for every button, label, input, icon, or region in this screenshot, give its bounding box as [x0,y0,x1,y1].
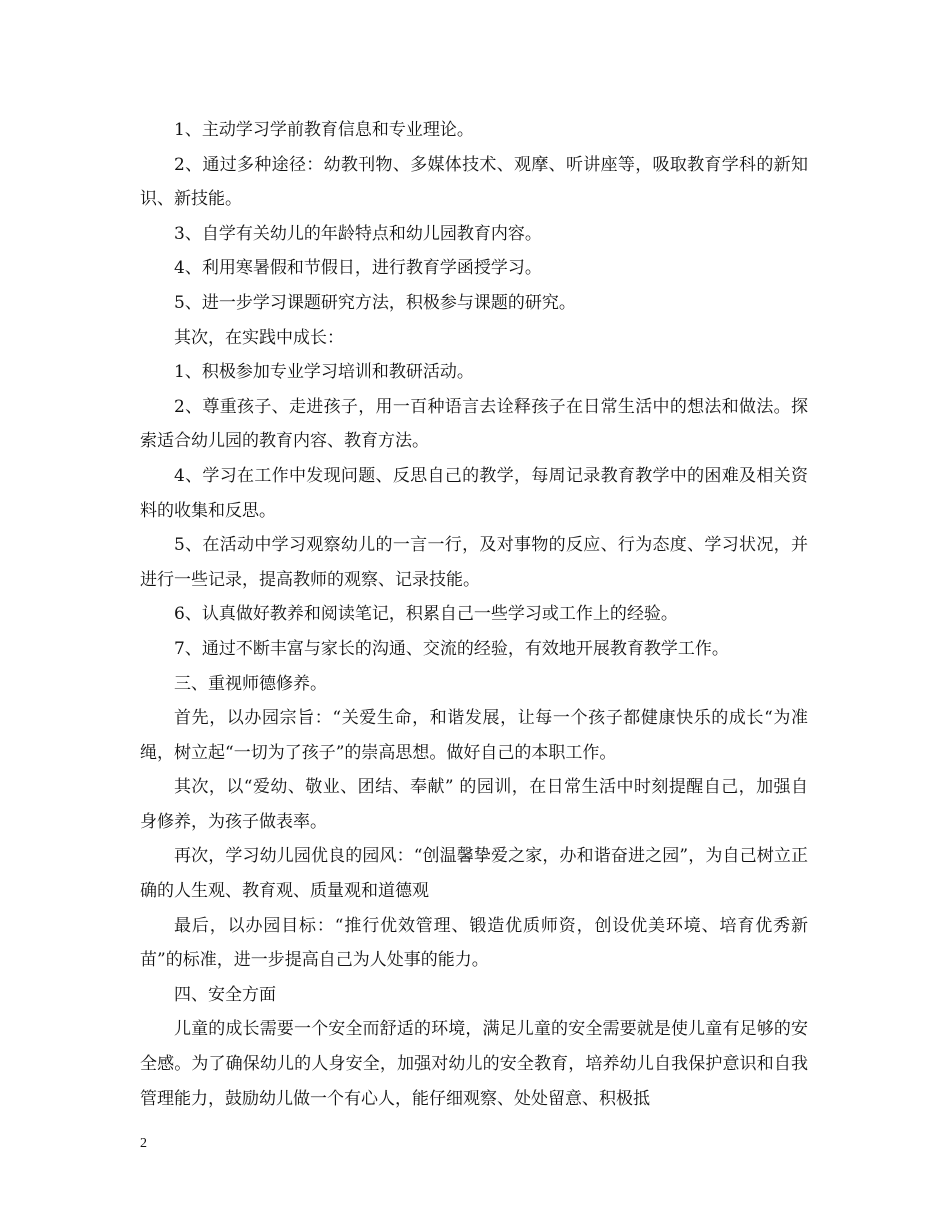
section-heading: 其次，在实践中成长： [174,327,344,348]
paragraph: 最后，以办园目标：“推行优效管理、锻造优质师资，创设优美环境、培育优秀新苗”的标准，进一步提高自己为人处事的能力。 [140,915,808,971]
paragraph: 再次，学习幼儿园优良的园风：“创温馨挚爱之家，办和谐奋进之园”，为自己树立正确的人生观、教育观、质量观和道德观 [140,846,808,902]
paragraph: 首先，以办园宗旨：“关爱生命，和谐发展，让每一个孩子都健康快乐的成长“为准绳，树立起“一切为了孩子”的崇高思想。做好自己的本职工作。 [140,708,808,763]
paragraph: 3、自学有关幼儿的年龄特点和幼儿园教育内容。 [174,223,542,244]
paragraph: 4、学习在工作中发现问题、反思自己的教学，每周记录教育教学中的困难及相关资料的收集和反思。 [140,465,808,521]
page-number: 2 [140,1136,147,1151]
paragraph: 6、认真做好教养和阅读笔记，积累自己一些学习或工作上的经验。 [174,604,678,625]
paragraph: 2、尊重孩子、走进孩子，用一百种语言去诠释孩子在日常生活中的想法和做法。探索适合幼儿园的教育内容、教育方法。 [140,396,808,452]
section-heading: 四、安全方面 [174,984,276,1005]
section-heading: 三、重视师德修养。 [174,673,327,694]
paragraph: 1、积极参加专业学习培训和教研活动。 [174,362,474,383]
paragraph: 儿童的成长需要一个安全而舒适的环境，满足儿童的安全需要就是使儿童有足够的安全感。为了确保幼儿的人身安全，加强对幼儿的安全教育，培养幼儿自我保护意识和自我管理能力，鼓励幼儿做一个有心人，能仔细观察、处处留意、积极抵 [140,1019,808,1109]
document-body [140,113,808,1116]
paragraph: 2、通过多种途径：幼教刊物、多媒体技术、观摩、听讲座等，吸取教育学科的新知识、新技能。 [140,154,808,210]
paragraph: 5、进一步学习课题研究方法，积极参与课题的研究。 [174,292,576,313]
paragraph: 4、利用寒暑假和节假日，进行教育学函授学习。 [174,258,542,279]
paragraph: 7、通过不断丰富与家长的沟通、交流的经验，有效地开展教育教学工作。 [174,638,729,659]
paragraph: 5、在活动中学习观察幼儿的一言一行，及对事物的反应、行为态度、学习状况，并进行一些记录，提高教师的观察、记录技能。 [140,535,808,590]
paragraph: 其次，以“爱幼、敬业、团结、奉献” 的园训，在日常生活中时刻提醒自己，加强自身修养，为孩子做表率。 [140,777,808,832]
paragraph: 1、主动学习学前教育信息和专业理论。 [174,120,474,140]
